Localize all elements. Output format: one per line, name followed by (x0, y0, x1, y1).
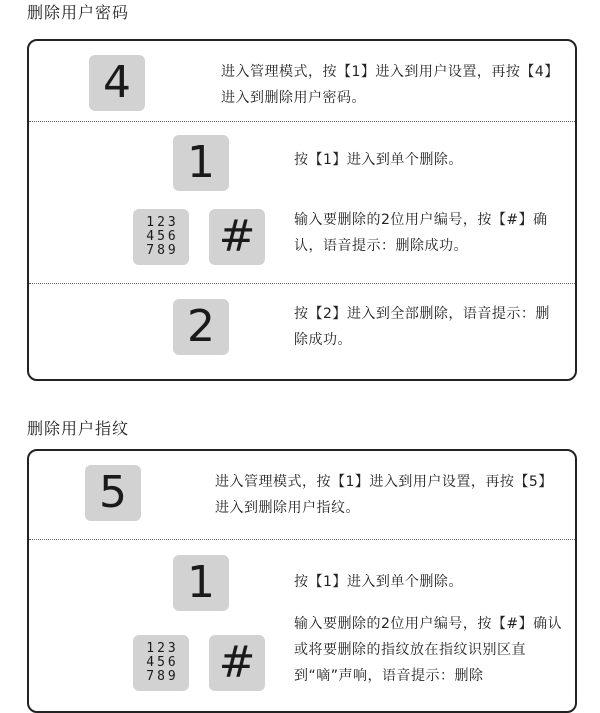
key-hash: # (209, 635, 265, 691)
delete-password-panel (27, 39, 577, 381)
numeric-keypad-icon (133, 209, 189, 265)
delete-fingerprint-panel (27, 449, 577, 713)
keypad-row: 789 (146, 669, 179, 684)
section-title-delete-password: 删除用户密码 (27, 3, 130, 22)
keypad-row: 456 (146, 229, 179, 244)
key-1: 1 (173, 555, 229, 611)
keypad-row: 123 (146, 215, 179, 230)
divider (29, 121, 575, 122)
key-4: 4 (89, 55, 145, 111)
keypad-row: 789 (146, 243, 179, 258)
key-2: 2 (173, 299, 229, 355)
divider (29, 283, 575, 284)
numeric-keypad-icon (133, 635, 189, 691)
step-text-single-delete: 按【1】进入到单个删除。 (294, 574, 463, 590)
step-text-enter-admin-mode: 进入管理模式，按【1】进入到用户设置，再按【5】进入到删除用户指纹。 (215, 474, 553, 516)
keypad-row: 123 (146, 641, 179, 656)
step-text-single-delete: 按【1】进入到单个删除。 (294, 152, 463, 168)
divider (29, 539, 575, 540)
step-text-enter-user-number: 输入要删除的2位用户编号，按【#】确认，语音提示：删除成功。 (294, 212, 548, 254)
step-text-enter-user-number-or-fingerprint: 输入要删除的2位用户编号，按【#】确认或将要删除的指纹放在指纹识别区直到“嘀”声响，语音提示：删除 (294, 616, 563, 684)
step-text-enter-admin-mode: 进入管理模式，按【1】进入到用户设置，再按【4】进入到删除用户密码。 (221, 64, 552, 106)
key-1: 1 (173, 135, 229, 191)
step-text-delete-all: 按【2】进入到全部删除，语音提示：删除成功。 (294, 306, 550, 348)
keypad-row: 456 (146, 655, 179, 670)
section-title-delete-fingerprint: 删除用户指纹 (27, 419, 130, 438)
key-5: 5 (85, 465, 141, 521)
key-hash: # (209, 209, 265, 265)
